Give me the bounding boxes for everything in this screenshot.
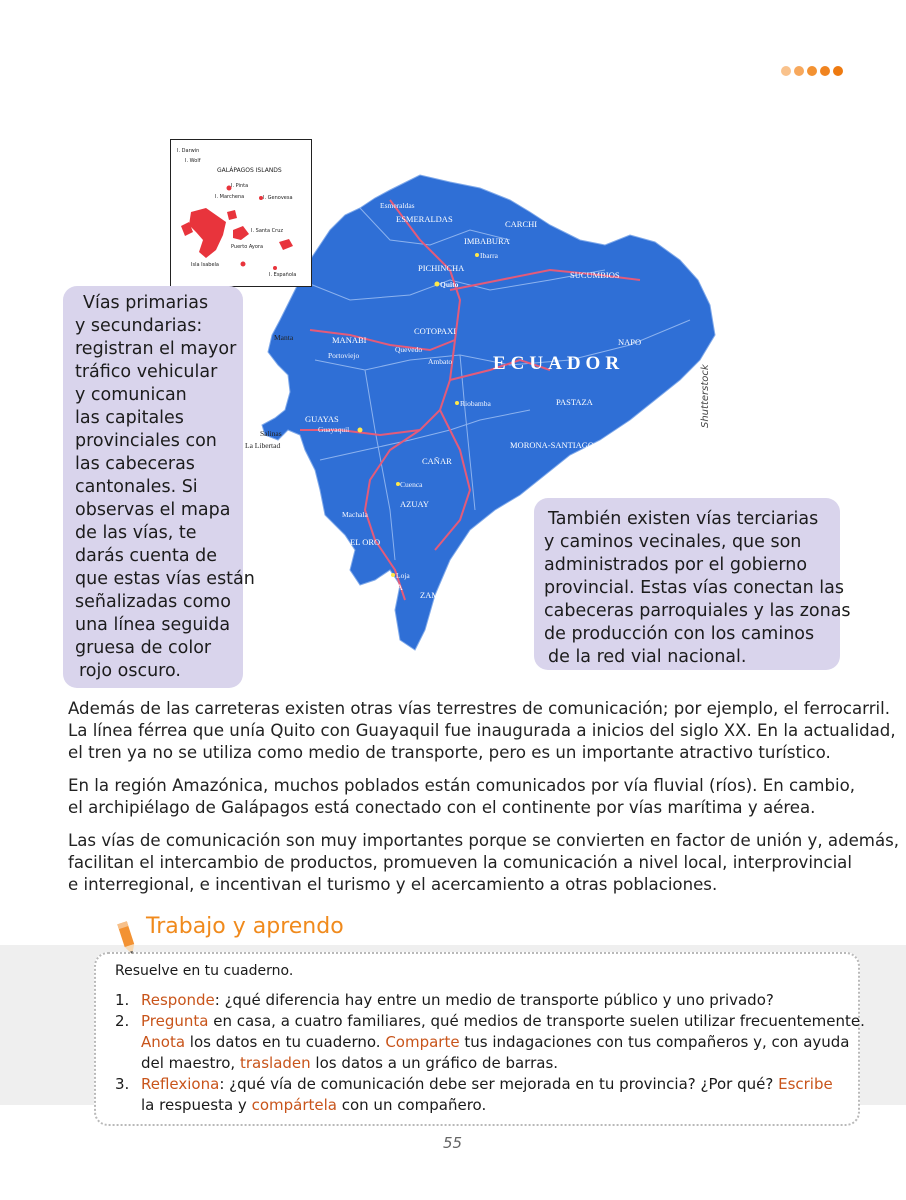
item-verb: Escribe: [778, 1075, 833, 1093]
activity-item-3-line-2: [115, 1095, 865, 1116]
isla-isabela: [189, 208, 226, 258]
photo-credit: Shutterstock: [700, 364, 711, 428]
para-line: Además de las carreteras existen otras vías terrestres de comunicación; por ejemplo, el ferrocarril.: [68, 699, 891, 718]
label-napo: NAPO: [618, 337, 642, 347]
label-guayas: GUAYAS: [305, 414, 339, 424]
item-verb: compártela: [251, 1096, 337, 1114]
label-canar: CAÑAR: [422, 456, 452, 466]
dot-ibarra: [475, 253, 479, 257]
bubble-right-line: También existen vías terciarias: [548, 509, 819, 529]
item-text: del maestro,: [141, 1054, 240, 1072]
paragraph-ferrocarril: [68, 698, 896, 764]
label-loja: LOJA: [382, 582, 403, 592]
country-label: ECUADOR: [493, 353, 625, 374]
bubble-left-line: y secundarias:: [75, 316, 203, 336]
label-manta: Manta: [274, 333, 294, 342]
isla-espanola: [273, 266, 277, 270]
item-verb: Anota: [141, 1033, 186, 1051]
bubble-left-line: cantonales. Si: [75, 477, 198, 497]
bubble-left-line: Vías primarias: [83, 293, 209, 313]
label-manabi: MANABI: [332, 335, 367, 345]
item-text: tus indagaciones con tus compañeros y, con ayuda: [459, 1033, 850, 1051]
label-el-oro: EL ORO: [350, 537, 381, 547]
label-guayaquil: Guayaquil: [318, 425, 350, 434]
paragraph-importancia: [68, 830, 900, 896]
bubble-left-line: señalizadas como: [75, 592, 231, 612]
galapagos-title: GALÁPAGOS ISLANDS: [217, 167, 282, 174]
label-machala: Machala: [342, 510, 368, 519]
info-bubble-left: [63, 286, 255, 688]
bubble-right-line: administrados por el gobierno: [544, 555, 808, 575]
gal-label-pinta: I. Pinta: [231, 183, 249, 189]
label-pastaza: PASTAZA: [556, 397, 593, 407]
isla-san-salvador: [227, 210, 237, 220]
pencil-icon: [114, 918, 140, 958]
label-salinas: Salinas: [260, 429, 282, 438]
bubble-left-line: rojo oscuro.: [79, 661, 181, 681]
item-number: 1.: [115, 991, 130, 1009]
item-text: : ¿qué diferencia hay entre un medio de transporte público y uno privado?: [214, 991, 774, 1009]
label-sucumbios: SUCUMBIOS: [570, 270, 620, 280]
paragraph-amazonica: [68, 775, 868, 819]
label-carchi: CARCHI: [505, 219, 538, 229]
item-text: : ¿qué vía de comunicación debe ser mejorada en tu provincia? ¿Por qué?: [219, 1075, 779, 1093]
label-esmeraldas-city: Esmeraldas: [380, 201, 415, 210]
bubble-right-line: de la red vial nacional.: [548, 647, 747, 667]
bubble-left-line: de las vías, te: [75, 523, 197, 543]
para-line: el tren ya no se utiliza como medio de transporte, pero es un importante atractivo turístico.: [68, 743, 831, 762]
isla-santa-maria: [241, 262, 246, 267]
para-line: facilitan el intercambio de productos, promueven la comunicación a nivel local, interprovincial: [68, 853, 852, 872]
gal-label-genovesa: I. Genovesa: [263, 195, 293, 201]
item-text: los datos en tu cuaderno.: [185, 1033, 386, 1051]
dot-1: [781, 66, 791, 76]
galapagos-inset: [170, 139, 312, 287]
item-verb: trasladen: [239, 1054, 311, 1072]
item-verb: Pregunta: [141, 1012, 209, 1030]
dot-guayaquil: [358, 428, 363, 433]
label-zamora: ZAMORA CHINCHIPE: [420, 590, 504, 600]
label-loja-city: Loja: [396, 571, 410, 580]
activity-item-1: [115, 990, 865, 1011]
item-number: 3.: [115, 1075, 130, 1093]
label-azuay: AZUAY: [400, 499, 429, 509]
bubble-left-line: gruesa de color: [75, 638, 212, 658]
item-verb: Responde: [141, 991, 215, 1009]
gal-label-darwin: I. Darwin: [177, 148, 200, 154]
gal-label-puerto-ayora: Puerto Ayora: [231, 244, 264, 250]
item-text: la respuesta y: [141, 1096, 252, 1114]
label-morona: MORONA-SANTIAGO: [510, 440, 595, 450]
label-ibarra: Ibarra: [480, 251, 498, 260]
label-portoviejo: Portoviejo: [328, 351, 360, 360]
label-cotopaxi: COTOPAXI: [414, 326, 457, 336]
bubble-left-line: registran el mayor: [75, 339, 237, 359]
activity-title: Trabajo y aprendo: [146, 914, 344, 939]
para-line: En la región Amazónica, muchos poblados están comunicados por vía fluvial (ríos). En cambio,: [68, 776, 856, 795]
bubble-left-line: darás cuenta de: [75, 546, 218, 566]
dot-5: [833, 66, 843, 76]
label-quevedo: Quevedo: [395, 345, 423, 354]
bubble-left-line: y comunican: [75, 385, 187, 405]
gal-label-santa-cruz: I. Santa Cruz: [251, 228, 284, 234]
gal-label-isabela: Isla Isabela: [191, 262, 219, 268]
item-verb: Reflexiona: [141, 1075, 220, 1093]
isla-santa-cruz: [233, 226, 249, 240]
para-line: La línea férrea que unía Quito con Guayaquil fue inaugurada a inicios del siglo XX. En la actualidad,: [68, 721, 896, 740]
label-la-libertad: La Libertad: [245, 441, 281, 450]
bubble-right-line: y caminos vecinales, que son: [544, 532, 802, 552]
dot-cuenca: [396, 482, 400, 486]
label-cuenca: Cuenca: [400, 480, 423, 489]
gal-label-marchena: I. Marchena: [215, 194, 245, 200]
bubble-left-line: tráfico vehicular: [75, 362, 218, 382]
bubble-left-line: provinciales con: [75, 431, 217, 451]
bubble-left-line: observas el mapa: [75, 500, 231, 520]
dot-2: [794, 66, 804, 76]
para-line: Las vías de comunicación son muy importantes porque se convierten en factor de unión y, además,: [68, 831, 900, 850]
gal-label-wolf: I. Wolf: [185, 158, 201, 164]
bubble-left-line: las cabeceras: [75, 454, 195, 474]
dot-3: [807, 66, 817, 76]
label-esmeraldas: ESMERALDAS: [396, 214, 453, 224]
page-number: 55: [443, 1134, 463, 1152]
header-dots: [781, 66, 843, 76]
activity-instruction: Resuelve en tu cuaderno.: [115, 963, 294, 979]
item-verb: Comparte: [385, 1033, 460, 1051]
bubble-left-line: las capitales: [75, 408, 184, 428]
dot-riobamba: [455, 401, 459, 405]
item-text: con un compañero.: [336, 1096, 487, 1114]
label-pichincha: PICHINCHA: [418, 263, 465, 273]
para-line: e interregional, e incentivan el turismo y el acercamiento a otras poblaciones.: [68, 875, 718, 894]
bubble-right-line: cabeceras parroquiales y las zonas: [544, 601, 851, 621]
label-imbabura: IMBABURA: [464, 236, 510, 246]
activity-item-2: [115, 1011, 865, 1032]
para-line: el archipiélago de Galápagos está conectado con el continente por vías marítima y aérea.: [68, 798, 816, 817]
item-number: 2.: [115, 1012, 130, 1030]
bubble-right-line: provincial. Estas vías conectan las: [544, 578, 844, 598]
bubble-left-line: que estas vías están: [75, 569, 255, 589]
bubble-right-line: de producción con los caminos: [544, 624, 815, 644]
dot-quito: [435, 282, 440, 287]
label-ambato: Ambato: [428, 357, 453, 366]
activity-list: [115, 990, 865, 1116]
item-text: en casa, a cuatro familiares, qué medios de transporte suelen utilizar frecuentemente.: [208, 1012, 865, 1030]
bubble-left-line: una línea seguida: [75, 615, 231, 635]
label-quito: Quito: [440, 280, 459, 289]
isla-san-cristobal: [279, 239, 293, 250]
activity-item-2-line-2: [115, 1032, 865, 1053]
label-riobamba: Riobamba: [460, 399, 491, 408]
dot-4: [820, 66, 830, 76]
dot-loja: [391, 573, 395, 577]
galapagos-svg: [171, 140, 311, 286]
activity-item-3: [115, 1074, 865, 1095]
info-bubble-right: [534, 498, 851, 670]
gal-label-espanola: I. Española: [269, 272, 297, 278]
item-text: los datos a un gráfico de barras.: [310, 1054, 559, 1072]
activity-item-2-line-3: [115, 1053, 865, 1074]
